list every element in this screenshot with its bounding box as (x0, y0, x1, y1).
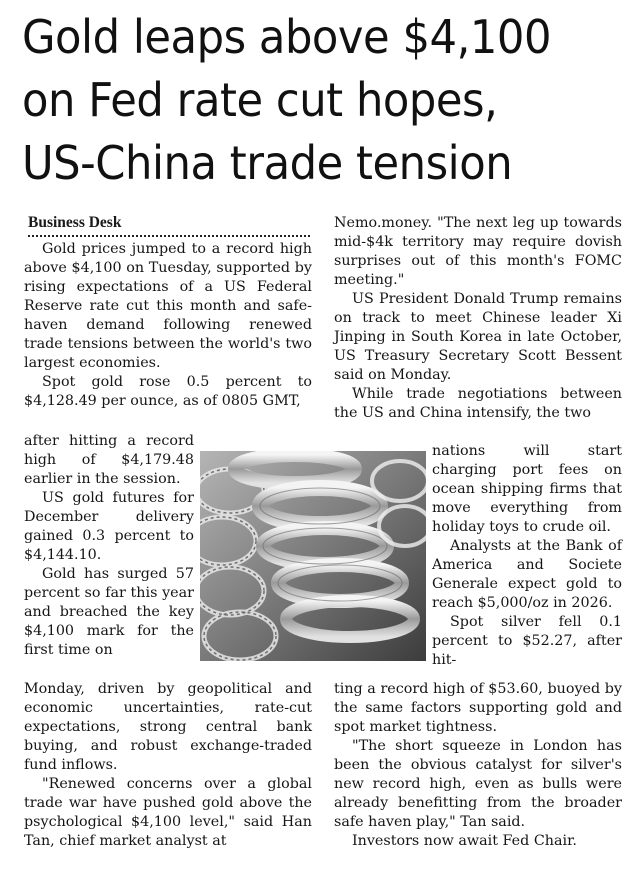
column-1-bottom (24, 680, 312, 851)
headline (22, 6, 580, 195)
paragraph: While trade negotiations between the US and China intensify, the two (334, 386, 622, 421)
paragraph: Gold prices jumped to a record high above $4,100 on Tuesday, supported by rising expectations of a US Federal Reserve rate cut this month and safe-haven demand following renewed trade tensions between the world's two largest economies. (24, 241, 312, 371)
byline: Business Desk (28, 213, 310, 237)
paragraph: Spot silver fell 0.1 percent to $52.27, after hit- (432, 614, 622, 668)
paragraph: Gold has surged 57 percent so far this year and breached the key $4,100 mark for the first time on (24, 566, 194, 658)
paragraph: Analysts at the Bank of America and Societe Generale expect gold to reach $5,000/oz in 2026. (432, 538, 622, 611)
paragraph: Nemo.money. "The next leg up towards mid-$4k territory may require dovish surprises out of this month's FOMC meeting." (334, 215, 622, 288)
column-2-bottom (334, 680, 622, 851)
paragraph: Monday, driven by geopolitical and economic uncertainties, rate-cut expectations, strong central bank buying, and robust exchange-traded fund inflows. (24, 681, 312, 773)
paragraph: US President Donald Trump remains on track to meet Chinese leader Xi Jinping in South Korea in late October, US Treasury Secretary Scott Bessent said on Monday. (334, 291, 622, 383)
column-2-wrap (432, 442, 622, 670)
headline-line-1: Gold leaps above $4,100 (22, 10, 552, 64)
paragraph: "The short squeeze in London has been the obvious catalyst for silver's new record high, even as bulls were already benefitting from the broader safe haven play," Tan said. (334, 738, 622, 830)
headline-line-3: US-China trade tension (22, 136, 513, 190)
headline-line-2: on Fed rate cut hopes, (22, 73, 498, 127)
bangles-image (200, 451, 426, 661)
column-2-top (334, 214, 622, 423)
jewelry-bangles-photo (200, 451, 426, 661)
column-1-top (24, 240, 312, 411)
paragraph: ting a record high of $53.60, buoyed by the same factors supporting gold and spot market tightness. (334, 681, 622, 735)
paragraph: Investors now await Fed Chair. (352, 833, 577, 849)
paragraph: Spot gold rose 0.5 percent to $4,128.49 per ounce, as of 0805 GMT, (24, 374, 312, 409)
paragraph: "Renewed concerns over a global trade war have pushed gold above the psychological $4,100 level," said Han Tan, chief market analyst at (24, 776, 312, 849)
paragraph: US gold futures for December delivery gained 0.3 percent to $4,144.10. (24, 490, 194, 563)
paragraph: after hitting a record high of $4,179.48 earlier in the session. (24, 433, 194, 487)
column-1-wrap (24, 432, 194, 660)
paragraph: nations will start charging port fees on ocean shipping firms that move everything from holiday toys to crude oil. (432, 443, 622, 535)
